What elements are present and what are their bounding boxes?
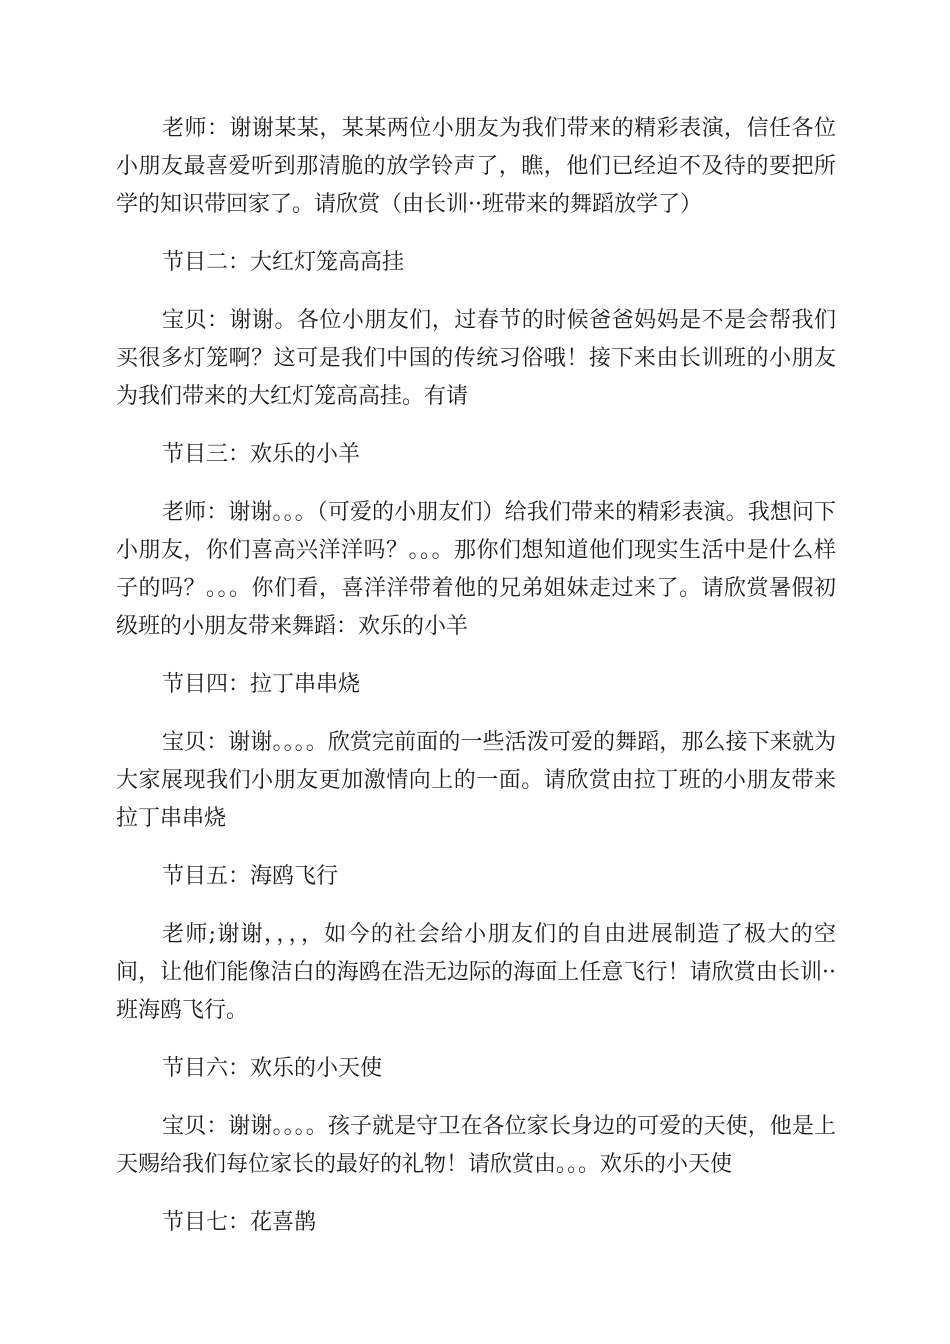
paragraph-baby-latin: 宝贝：谢谢。。。。欣赏完前面的一些活泼可爱的舞蹈，那么接下来就为大家展现我们小朋友更加激情向上的一面。请欣赏由拉丁班的小朋友带来拉丁串串烧 bbox=[116, 730, 836, 831]
paragraph-teacher-seagull: 老师;谢谢，，，，如今的社会给小朋友们的自由进展制造了极大的空间，让他们能像洁白的海鸥在浩无边际的海面上任意飞行！请欣赏由长训··班海鸥飞行。 bbox=[116, 922, 836, 1023]
paragraph-teacher-lambs: 老师：谢谢。。。（可爱的小朋友们）给我们带来的精彩表演。我想问下小朋友，你们喜高兴洋洋吗？。。。那你们想知道他们现实生活中是什么样子的吗？。。。你们看，喜洋洋带着他的兄弟姐妹走过来了。请欣赏暑假初级班的小朋友带来舞蹈：欢乐的小羊 bbox=[116, 500, 836, 639]
paragraph-teacher-intro: 老师：谢谢某某，某某两位小朋友为我们带来的精彩表演，信任各位小朋友最喜爱听到那清脆的放学铃声了，瞧，他们已经迫不及待的要把所学的知识带回家了。请欣赏（由长训··班带来的舞蹈放学了） bbox=[116, 116, 836, 217]
paragraph-baby-angel: 宝贝：谢谢。。。。孩子就是守卫在各位家长身边的可爱的天使，他是上天赐给我们每位家长的最好的礼物！请欣赏由。。。欢乐的小天使 bbox=[116, 1114, 836, 1177]
program-heading-2: 节目二：大红灯笼高高挂 bbox=[162, 250, 405, 275]
paragraph-baby-lanterns: 宝贝：谢谢。各位小朋友们，过春节的时候爸爸妈妈是不是会帮我们买很多灯笼啊？这可是我们中国的传统习俗哦！接下来由长训班的小朋友为我们带来的大红灯笼高高挂。有请 bbox=[116, 308, 836, 409]
program-heading-5: 节目五：海鸥飞行 bbox=[162, 864, 339, 889]
program-heading-6: 节目六：欢乐的小天使 bbox=[162, 1056, 383, 1081]
program-heading-3: 节目三：欢乐的小羊 bbox=[162, 442, 361, 467]
program-heading-7: 节目七：花喜鹊 bbox=[162, 1210, 317, 1235]
program-heading-4: 节目四：拉丁串串烧 bbox=[162, 672, 361, 697]
document-body bbox=[116, 110, 836, 1262]
